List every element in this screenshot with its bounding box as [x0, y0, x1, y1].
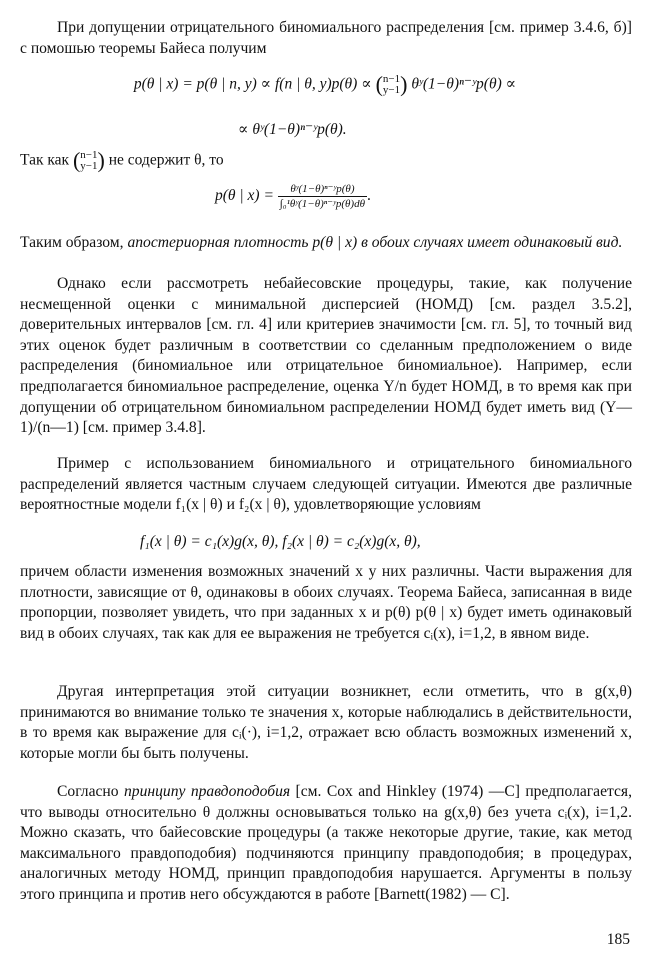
eq1-binomial: n−1 y−1 [382, 73, 401, 96]
page-number: 185 [606, 931, 630, 948]
paragraph-bayes-intro [20, 18, 632, 59]
likelihood-principle-term: принципу правдоподобия [123, 783, 291, 800]
eq1-lhs: p(θ | x) = p(θ | n, y) ∝ f(n | θ, y)p(θ) ∝ [133, 75, 372, 93]
equation-two-models: f₁(x | θ) = c₁(x)g(x, θ), f₂(x | θ) = c₂(x)g(x, θ), [140, 533, 421, 550]
paragraph-same-posterior: Таким образом, апостериорная плотность p(θ | x) в обоих случаях имеет одинаковый вид. [20, 234, 623, 251]
emphasis-text: апостериорная плотность p(θ | x) в обоих случаях имеет одинаковый вид. [127, 234, 623, 251]
equation-posterior-continued: ∝ θʸ(1−θ)ⁿ⁻ʸp(θ). [238, 121, 347, 138]
line-binomial-coefficient-note: Так как ( n−1 y−1 ) не содержит θ, то [20, 147, 224, 173]
fraction-denominator: ∫₀¹θʸ(1−θ)ⁿ⁻ʸp(θ)dθ [279, 198, 365, 210]
paragraph-domains-differ: причем области изменения возможных значений x у них различны. Части выражения для плотности, зависящие от θ, одинаковы в обоих случаях. Теорема Байеса, записанная в виде пропорции, позволяет увидеть, что при заданных x и p(θ) p(θ | x) будет иметь одинаковый вид в обоих случаях, так как для ее выражения не требуется cᵢ(x), i=1,2, в явном виде. [20, 563, 632, 642]
paragraph-likelihood-principle: Согласно принципу правдоподобия [см. Cox and Hinkley (1974) —C] предполагается, что выводы относительно θ должны основываться только на g(x,θ) без учета cᵢ(x), i=1,2. Можно сказать, что байесовские процедуры (а также некоторые другие, такие, как метод максимального правдоподобия) подчиняются принципу правдоподобия; в процедурах, аналогичных методу НОМД, принцип правдоподобия нарушается. Аргументы в пользу этого принципа и против него обсуждаются в работе [Barnett(1982) — C]. [20, 783, 633, 903]
paragraph-example-models: Пример с использованием биномиального и отрицательного биномиального распределений является частным случаем следующей ситуации. Имеются две различные вероятностные модели f₁(x | θ) и f₂(x | θ), удовлетворяющие условиям [20, 455, 632, 514]
posterior-fraction [278, 182, 367, 211]
equation-normalized-posterior: p(θ | x) = $\frac{\text{θʸ(1−θ)ⁿ⁻ʸp(θ)}}{\text{∫₀¹θʸ(1−θ)ⁿ⁻ʸp(θ)dθ}}$ . [215, 183, 371, 210]
para-intro-text: При допущении отрицательного биномиального распределения [см. пример 3.4.6, б)] с помошью теоремы Байеса получим [20, 19, 632, 57]
fraction-numerator: θʸ(1−θ)ⁿ⁻ʸp(θ) [278, 182, 367, 197]
paragraph-interpretation: Другая интерпретация этой ситуации возникнет, если отметить, что в g(x,θ) принимаются во внимание только те значения x, которые наблюдались в действительности, в то время как выражение для cᵢ(·), i=1,2, отражает всю область возможных изменений x, которые могли бы быть получены. [20, 683, 632, 762]
equation-posterior-proportional: p(θ | x) = p(θ | n, y) ∝ f(n | θ, y)p(θ) ∝ ( n−1 y−1 ) θʸ(1−θ)ⁿ⁻ʸp(θ) ∝ [133, 71, 517, 97]
eq1-rhs: θʸ(1−θ)ⁿ⁻ʸp(θ) ∝ [411, 75, 517, 93]
since-binomial: n−1 y−1 [80, 149, 98, 172]
paragraph-non-bayesian: Однако если рассмотреть небайесовские процедуры, такие, как получение несмещенной оценки с минимальной дисперсией (НОМД) [см. раздел 3.5.2], доверительных интервалов [см. гл. 4] или критериев значимости [см. гл. 5], то точный вид этих оценок будет различным в соответствии со сделанным предположением о виде распределения (биномиальное или отрицательное биномиальное). Например, если предполагается биномиальное распределение, оценка Y/n будет НОМД, в то время как при допущении об отрицательном биномиальном распределении НОМД будет иметь вид (Y—1)/(n—1) [см. пример 3.4.8]. [20, 275, 632, 437]
